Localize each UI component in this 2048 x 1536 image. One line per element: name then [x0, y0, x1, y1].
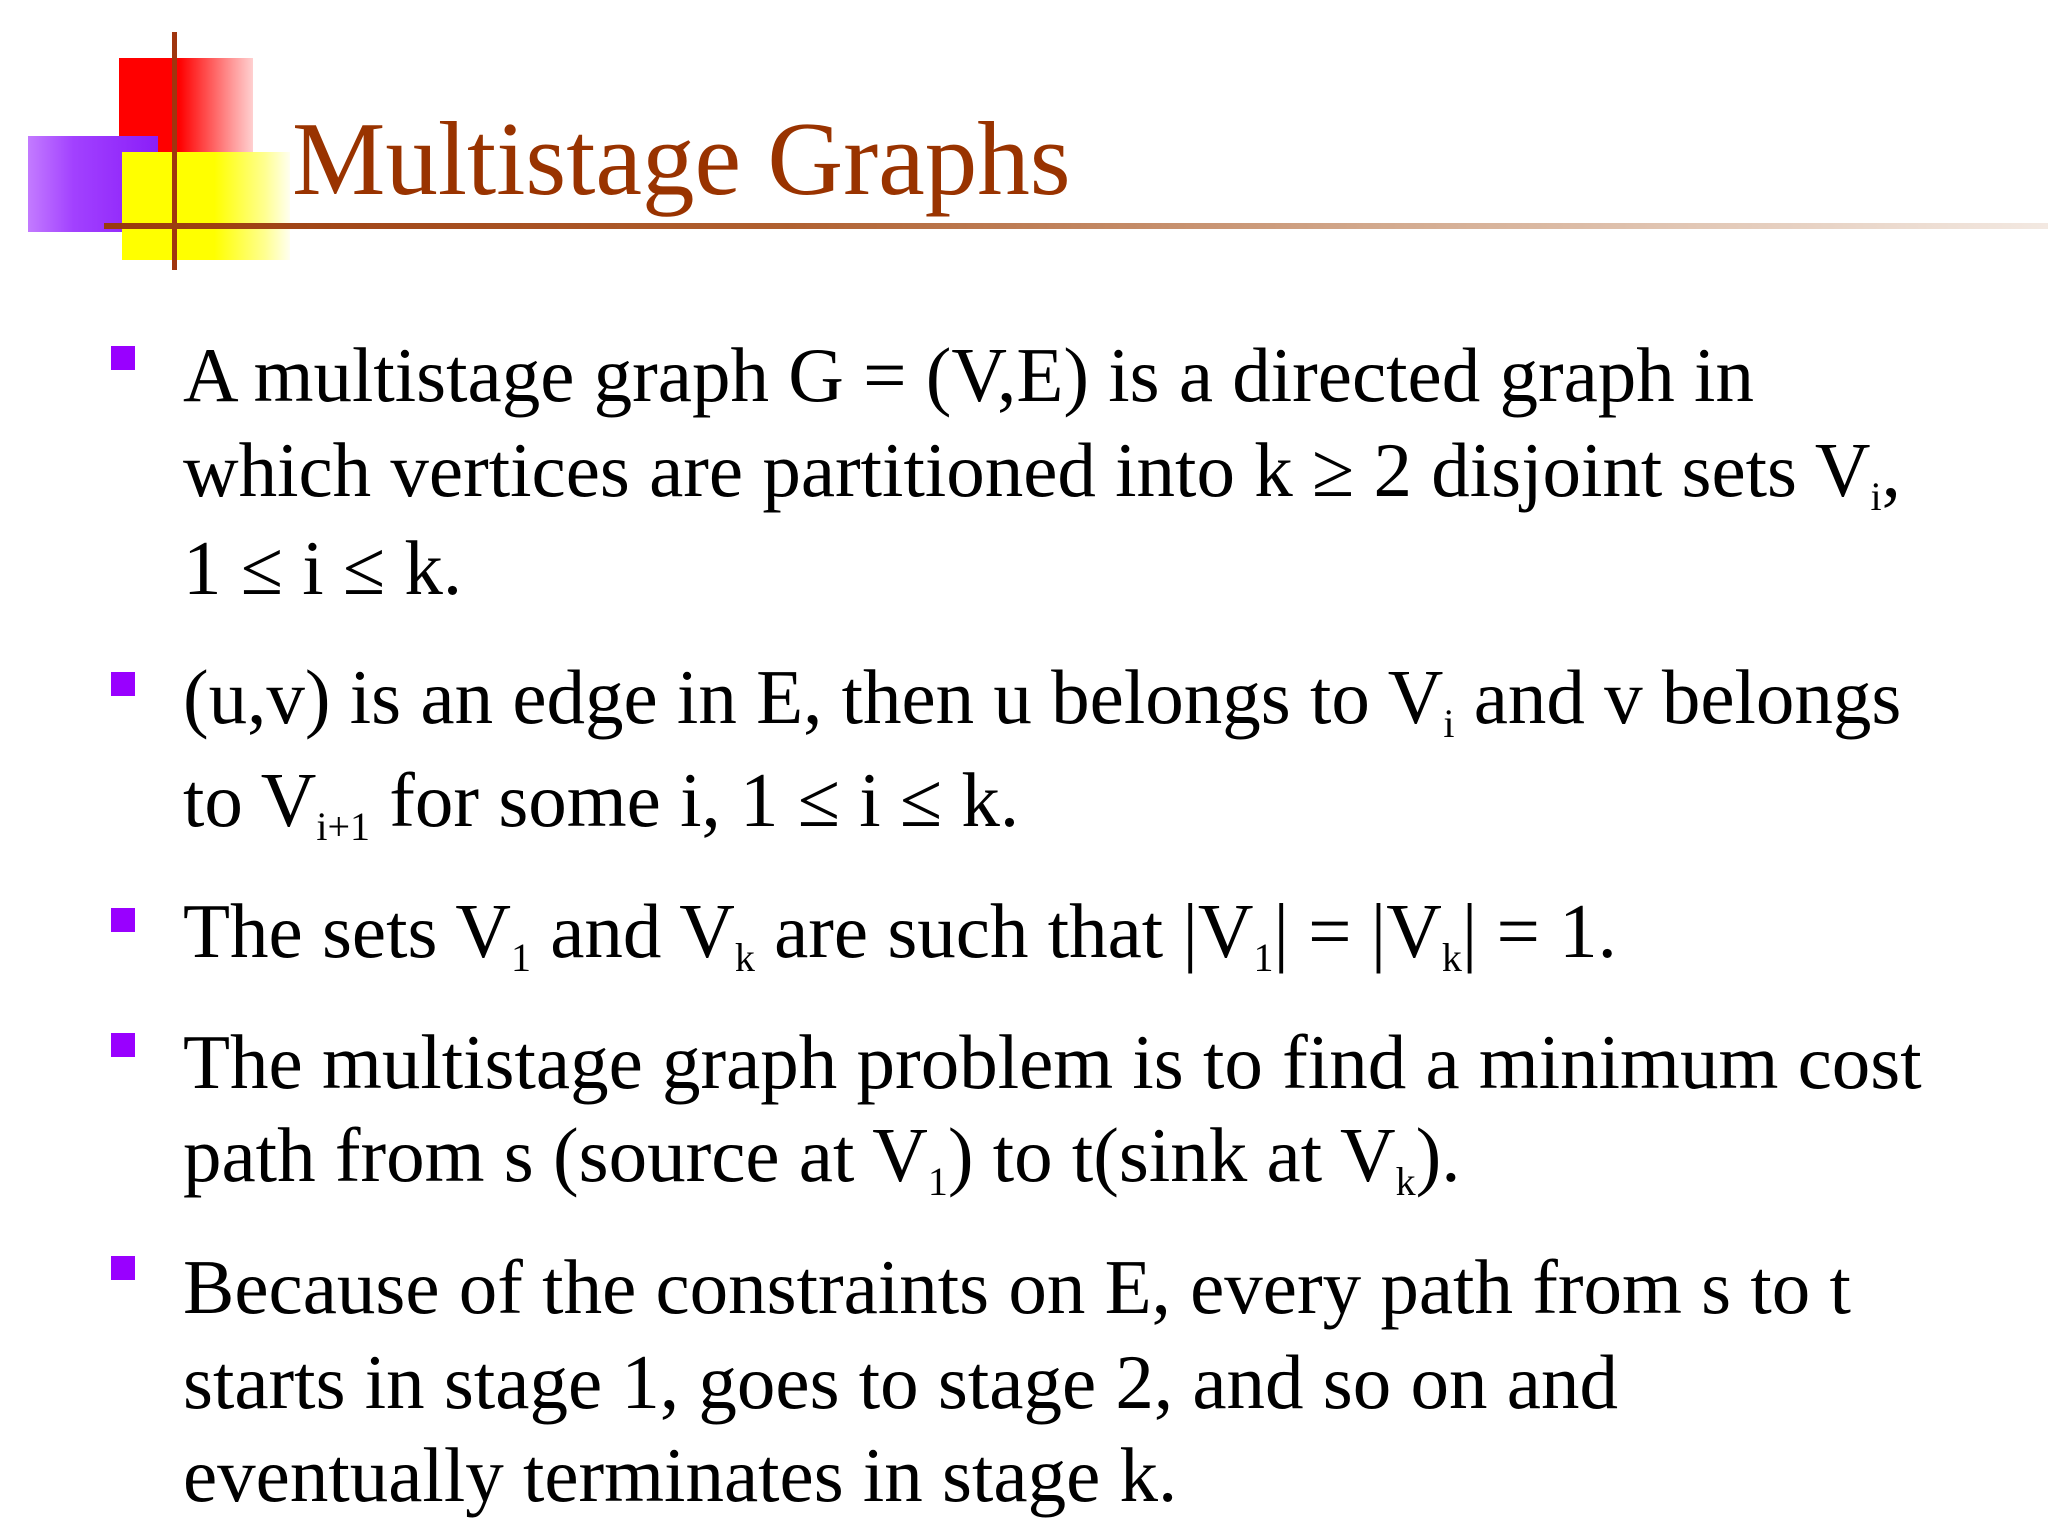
- subscript: i: [1443, 701, 1455, 746]
- bullet-line: [183, 1432, 1178, 1518]
- bullet-line: [183, 525, 463, 611]
- line-text: to V: [183, 757, 317, 843]
- line-text: which vertices are partitioned into k ≥ 2 disjoint sets V: [183, 427, 1871, 513]
- line-text: | = |V: [1273, 888, 1442, 974]
- line-text: are such that |V: [754, 888, 1254, 974]
- line-text: and v belongs: [1454, 654, 1902, 740]
- bullet-line: [183, 332, 1754, 418]
- line-text: The multistage graph problem is to find a minimum cost: [183, 1019, 1922, 1105]
- subscript: 1: [1253, 935, 1274, 980]
- bullet-square-icon: [111, 908, 135, 932]
- subscript: k: [1441, 935, 1462, 980]
- bullet-line: [183, 654, 1902, 746]
- bullet-line: [183, 1112, 1461, 1204]
- subscript: i+1: [316, 804, 371, 849]
- subscript: k: [734, 935, 755, 980]
- bullet-square-icon: [111, 1033, 135, 1057]
- bullet-line: [183, 427, 1901, 519]
- line-text: path from s (source at V: [183, 1112, 928, 1198]
- slide-title: Multistage Graphs: [292, 100, 1071, 217]
- line-text: A multistage graph G = (V,E) is a directed graph in: [183, 332, 1754, 418]
- bullet-line: [183, 888, 1617, 980]
- subscript: 1: [510, 935, 531, 980]
- line-text: (u,v) is an edge in E, then u belongs to V: [183, 654, 1444, 740]
- line-text: The sets V: [183, 888, 511, 974]
- line-text: starts in stage 1, goes to stage 2, and so on and: [183, 1339, 1618, 1425]
- bullet-line: [183, 1339, 1618, 1425]
- line-text: 1 ≤ i ≤ k.: [183, 525, 463, 611]
- bullet-line: [183, 1019, 1922, 1105]
- subscript: 1: [927, 1159, 948, 1204]
- line-text: ) to t(sink at V: [947, 1112, 1396, 1198]
- line-text: ).: [1415, 1112, 1461, 1198]
- line-text: Because of the constraints on E, every path from s to t: [183, 1244, 1851, 1330]
- line-text: ,: [1881, 427, 1901, 513]
- subscript: i: [1870, 474, 1882, 519]
- line-text: and V: [530, 888, 735, 974]
- line-text: eventually terminates in stage k.: [183, 1432, 1178, 1518]
- line-text: | = 1.: [1461, 888, 1617, 974]
- bullet-square-icon: [111, 1256, 135, 1280]
- subscript: k: [1395, 1159, 1416, 1204]
- bullet-line: [183, 757, 1020, 849]
- bullet-square-icon: [111, 672, 135, 696]
- line-text: for some i, 1 ≤ i ≤ k.: [370, 757, 1020, 843]
- bullet-square-icon: [111, 346, 135, 370]
- bullet-line: [183, 1244, 1851, 1330]
